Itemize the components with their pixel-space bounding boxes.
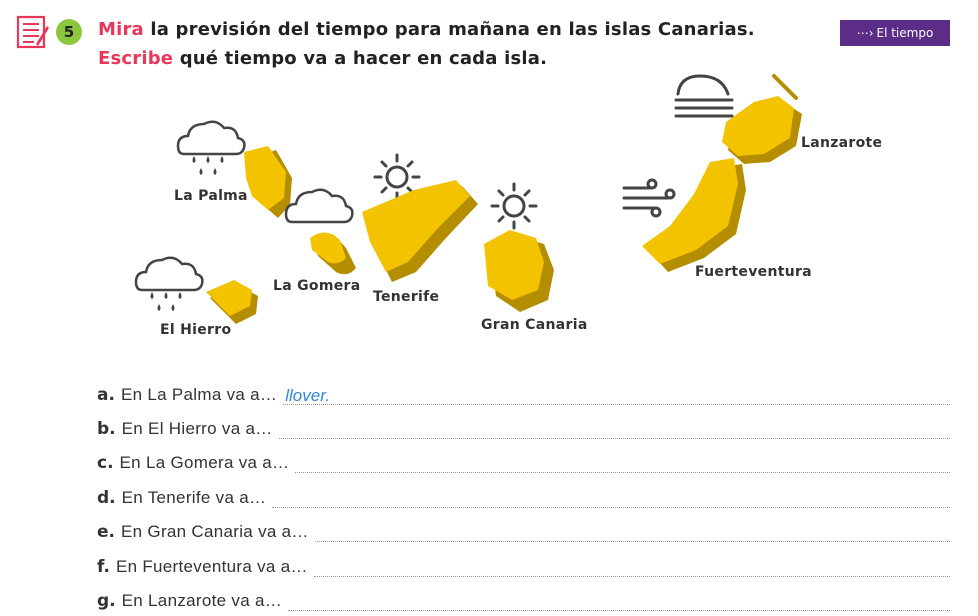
question-text: En La Palma va a… bbox=[120, 385, 278, 404]
label-lanzarote: Lanzarote bbox=[801, 135, 883, 151]
lanzarote-island bbox=[722, 76, 802, 164]
instruction-keyword-1: Mira bbox=[98, 19, 144, 40]
label-tenerife: Tenerife bbox=[373, 289, 440, 305]
label-la-palma: La Palma bbox=[174, 188, 248, 204]
question-row bbox=[97, 379, 950, 405]
question-row bbox=[97, 413, 950, 439]
answer-line[interactable] bbox=[295, 454, 950, 473]
answer-line[interactable] bbox=[315, 523, 950, 542]
la-gomera-cloud-icon bbox=[286, 190, 352, 222]
instruction-text-2: qué tiempo va a hacer en cada isla. bbox=[173, 48, 548, 69]
answer-text: llover. bbox=[285, 386, 330, 405]
question-letter: e. bbox=[97, 522, 115, 542]
question-letter: g. bbox=[97, 591, 116, 611]
instruction-keyword-2: Escribe bbox=[98, 48, 174, 69]
label-el-hierro: El Hierro bbox=[160, 322, 232, 338]
question-text: En Gran Canaria va a… bbox=[121, 522, 309, 541]
question-text: En Tenerife va a… bbox=[121, 488, 267, 507]
label-fuerteventura: Fuerteventura bbox=[695, 264, 812, 280]
answer-line[interactable] bbox=[314, 558, 950, 577]
gran-canaria-island bbox=[484, 230, 554, 312]
answer-line[interactable] bbox=[288, 592, 950, 611]
question-letter: d. bbox=[97, 488, 116, 508]
label-gran-canaria: Gran Canaria bbox=[481, 317, 588, 333]
instruction-text-1: la previsión del tiempo para mañana en las islas Canarias. bbox=[143, 19, 755, 40]
question-letter: c. bbox=[97, 453, 114, 473]
question-text: En Fuerteventura va a… bbox=[115, 557, 308, 576]
la-palma-rain-cloud-icon bbox=[178, 122, 244, 175]
exercise-number: 5 bbox=[56, 19, 82, 45]
answer-line[interactable] bbox=[283, 386, 950, 405]
question-row bbox=[97, 551, 950, 577]
fuerteventura-wind-icon bbox=[624, 180, 674, 216]
question-letter: a. bbox=[97, 385, 115, 405]
question-letter: b. bbox=[97, 419, 116, 439]
question-text: En La Gomera va a… bbox=[119, 453, 290, 472]
la-palma-island bbox=[244, 146, 292, 218]
answer-line[interactable] bbox=[279, 420, 950, 439]
lanzarote-fog-icon bbox=[676, 76, 732, 116]
gran-canaria-sun-icon bbox=[492, 184, 536, 228]
dotted-arrow-icon: ⋯› bbox=[856, 26, 874, 40]
question-row bbox=[97, 447, 950, 473]
el-hierro-island bbox=[206, 280, 258, 324]
el-tiempo-label: El tiempo bbox=[876, 26, 934, 40]
la-gomera-island bbox=[310, 232, 356, 274]
question-row bbox=[97, 482, 950, 508]
question-letter: f. bbox=[97, 557, 110, 577]
tenerife-island bbox=[362, 180, 478, 282]
label-la-gomera: La Gomera bbox=[273, 278, 361, 294]
question-row bbox=[97, 585, 950, 611]
question-row bbox=[97, 516, 950, 542]
el-hierro-rain-cloud-icon bbox=[136, 258, 202, 311]
answer-line[interactable] bbox=[272, 489, 950, 508]
question-text: En El Hierro va a… bbox=[121, 419, 273, 438]
question-text: En Lanzarote va a… bbox=[121, 591, 283, 610]
